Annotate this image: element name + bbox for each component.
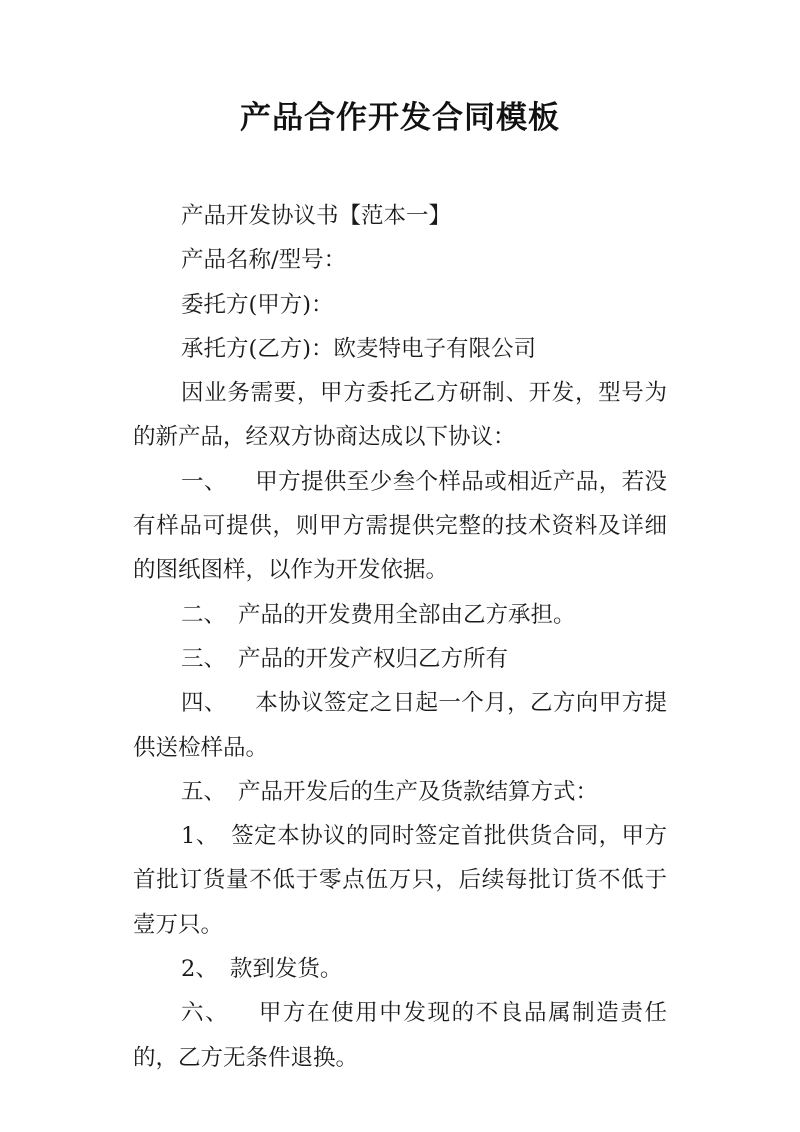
clause-text: 产品开发后的生产及货款结算方式： xyxy=(238,778,599,805)
sub-clause-number: 2、 xyxy=(181,956,218,983)
clause-3 xyxy=(133,637,667,681)
clause-text: 产品的开发费用全部由乙方承担。 xyxy=(238,601,576,628)
clause-text: 本协议签定之日起一个月，乙方向甲方提供送检样品。 xyxy=(133,690,667,761)
clause-text: 甲方在使用中发现的不良品属制造责任的，乙方无条件退换。 xyxy=(133,1000,667,1071)
clause-text: 产品的开发产权归乙方所有 xyxy=(238,645,509,672)
document-body xyxy=(133,194,667,1080)
document-title: 产品合作开发合同模板 xyxy=(240,100,560,136)
agreement-heading: 产品开发协议书【范本一】 xyxy=(181,203,452,229)
sub-clause-1 xyxy=(133,814,667,947)
product-name-line: 产品名称/型号： xyxy=(181,247,347,274)
clause-number: 五、 xyxy=(181,778,227,805)
sub-clause-text: 签定本协议的同时签定首批供货合同，甲方首批订货量不低于零点伍万只，后续每批订货不低于壹万只。 xyxy=(133,823,667,938)
clause-number: 六、 xyxy=(181,1000,230,1027)
clause-2 xyxy=(133,593,667,637)
sub-clause-text: 款到发货。 xyxy=(229,956,343,983)
intro-paragraph: 因业务需要，甲方委托乙方研制、开发，型号为 的新产品，经双方协商达成以下协议： xyxy=(133,380,667,451)
clause-text: 甲方提供至少叁个样品或相近产品，若没有样品可提供，则甲方需提供完整的技术资料及详细的图纸图样，以作为开发依据。 xyxy=(133,468,667,584)
clause-1 xyxy=(133,460,667,593)
clause-number: 三、 xyxy=(181,645,227,672)
party-b-line: 承托方(乙方)：欧麦特电子有限公司 xyxy=(181,335,537,362)
sub-clause-number: 1、 xyxy=(181,823,219,850)
party-a-line: 委托方(甲方)： xyxy=(181,291,334,318)
clause-number: 二、 xyxy=(181,601,227,628)
clause-number: 四、 xyxy=(181,690,227,717)
clause-number: 一、 xyxy=(181,468,227,495)
sub-clause-2 xyxy=(133,947,667,991)
clause-6 xyxy=(133,991,667,1080)
clause-4 xyxy=(133,681,667,770)
clause-5 xyxy=(133,770,667,814)
